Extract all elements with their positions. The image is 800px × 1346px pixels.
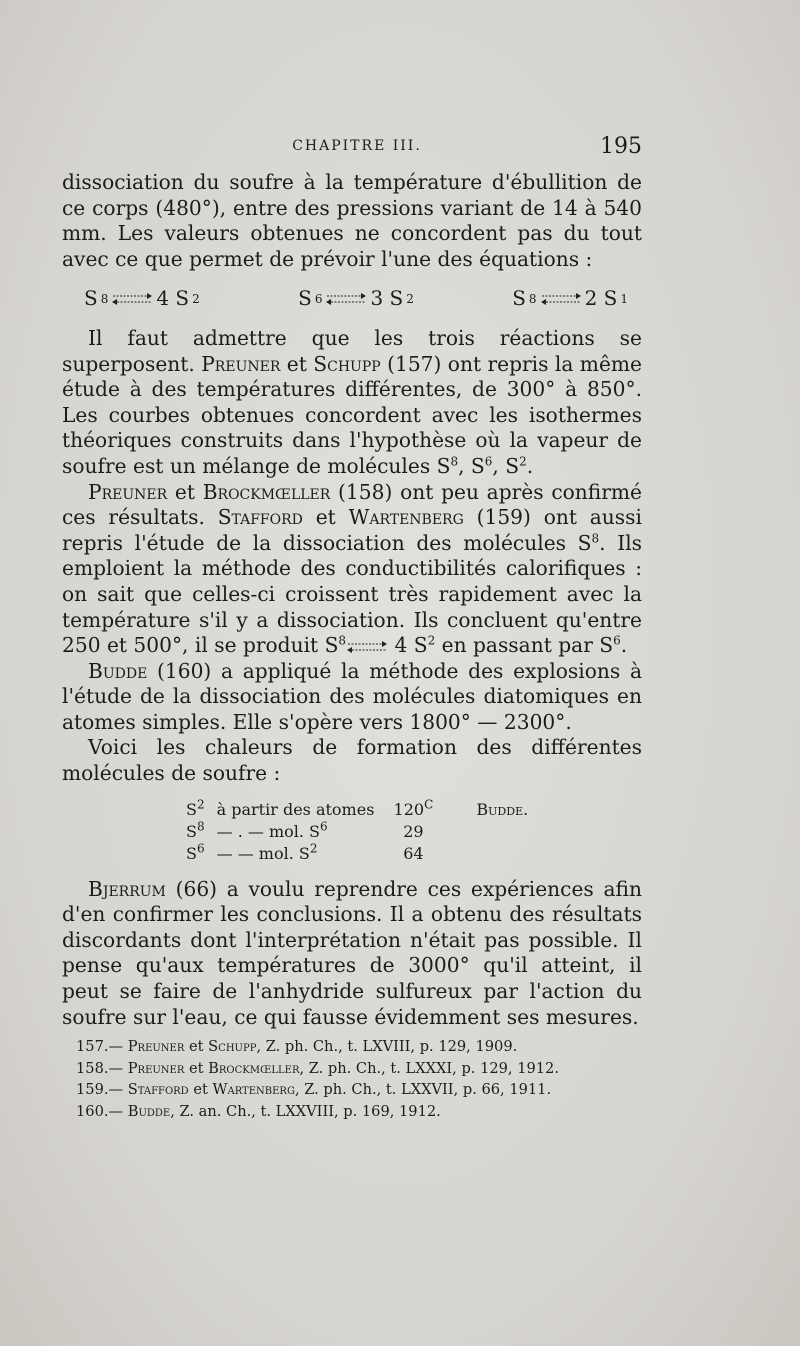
paragraph-4: Budde (160) a appliqué la méthode des explosions à l'étude de la dissociation des molécules diatomiques en atomes simples. Elle s'opère vers 1800° — 2300°.	[62, 658, 642, 734]
author-name: Schupp	[313, 351, 381, 376]
species-cell: $S^8$	[186, 819, 205, 841]
footnotes	[62, 1036, 642, 1122]
author-name: Wartenberg	[348, 505, 464, 530]
equilibrium-arrows-icon	[540, 292, 582, 306]
body-text	[62, 170, 642, 1030]
author-name: Bjerrum	[88, 876, 166, 901]
paragraph-5: Voici les chaleurs de formation des différentes molécules de soufre :	[62, 735, 642, 786]
footnote: 159.— Stafford et Wartenberg, Z. ph. Ch., t. LXXVII, p. 66, 1911.	[76, 1081, 552, 1098]
value-cell: 29	[403, 821, 424, 841]
footnote: 160.— Budde, Z. an. Ch., t. LXXVIII, p. 169, 1912.	[76, 1102, 441, 1120]
table-row	[180, 799, 534, 821]
equation-3: S 8 2 S 1	[512, 286, 628, 311]
equilibrium-arrows-icon	[346, 640, 388, 654]
page-number: 195	[600, 134, 642, 159]
species-cell: $S^2$	[186, 797, 205, 819]
paragraph-1: dissociation du soufre à la température d'ébullition de ce corps (480°), entre des pressions variant de 14 à 540 mm. Les valeurs obtenues ne concordent pas du tout avec ce que permet de prévoir l'une des équations :	[62, 170, 642, 271]
description-cell: à partir des atomes	[216, 799, 375, 819]
running-head: CHAPITRE III.	[292, 138, 422, 154]
table-row	[180, 843, 534, 865]
table-row	[180, 821, 534, 843]
paragraph-2: Il faut admettre que les trois réactions se superposent. Preuner et Schupp (157) ont repris la même étude à des températures différentes, de 300° à 850°. Les courbes obtenues concordent avec les isothermes théoriques construits dans l'hypothèse où la vapeur de soufre est un mélange de molécules $S^8$, $S^6$, $S^2$.	[62, 325, 642, 478]
species-cell: $S^6$	[186, 841, 205, 863]
heat-of-formation-table	[180, 799, 534, 865]
equation-1: S 8 4 S 2	[84, 286, 200, 311]
equations-row	[62, 272, 642, 326]
source-cell	[446, 843, 534, 865]
description-cell: — — mol. $S^2$	[216, 841, 318, 863]
source-cell	[446, 821, 534, 843]
footnote: 158.— Preuner et Brockmœller, Z. ph. Ch., t. LXXXI, p. 129, 1912.	[76, 1059, 559, 1077]
equilibrium-arrows-icon	[325, 292, 367, 306]
source-cell: Budde.	[476, 799, 529, 819]
value-cell: $120^C$	[393, 797, 434, 819]
page-header	[72, 134, 642, 160]
description-cell: — . — mol. $S^6$	[216, 819, 328, 841]
author-name: Budde	[88, 658, 148, 683]
paragraph-3: Preuner et Brockmœller (158) ont peu après confirmé ces résultats. Stafford et Wartenberg (159) ont aussi repris l'étude de la dissociation des molécules $S^8$. Ils emploient la méthode des conductibilités calorifiques : on sait que celles-ci croissent très rapidement avec la température s'il y a dissociation. Ils concluent qu'entre 250 et 500°, il se produit $S^8$ 4 $S^2$ en passant par $S^6$.	[62, 479, 643, 658]
author-name: Preuner	[88, 479, 168, 504]
paragraph-6: Bjerrum (66) a voulu reprendre ces expériences afin d'en confirmer les conclusions. Il a obtenu des résultats discordants dont l'interprétation n'était pas possible. Il pense qu'aux températures de 3000° qu'il atteint, il peut se faire de l'anhydride sulfureux par l'action du soufre sur l'eau, ce qui fausse évidemment ses mesures.	[62, 876, 642, 1029]
author-name: Stafford	[217, 505, 303, 530]
equation-2: S 6 3 S 2	[298, 286, 414, 311]
author-name: Brockmœller	[202, 479, 331, 504]
author-name: Preuner	[201, 351, 281, 376]
footnote: 157.— Preuner et Schupp, Z. ph. Ch., t. LXVIII, p. 129, 1909.	[76, 1038, 518, 1055]
equilibrium-arrows-icon	[111, 292, 153, 306]
value-cell: 64	[403, 843, 424, 863]
